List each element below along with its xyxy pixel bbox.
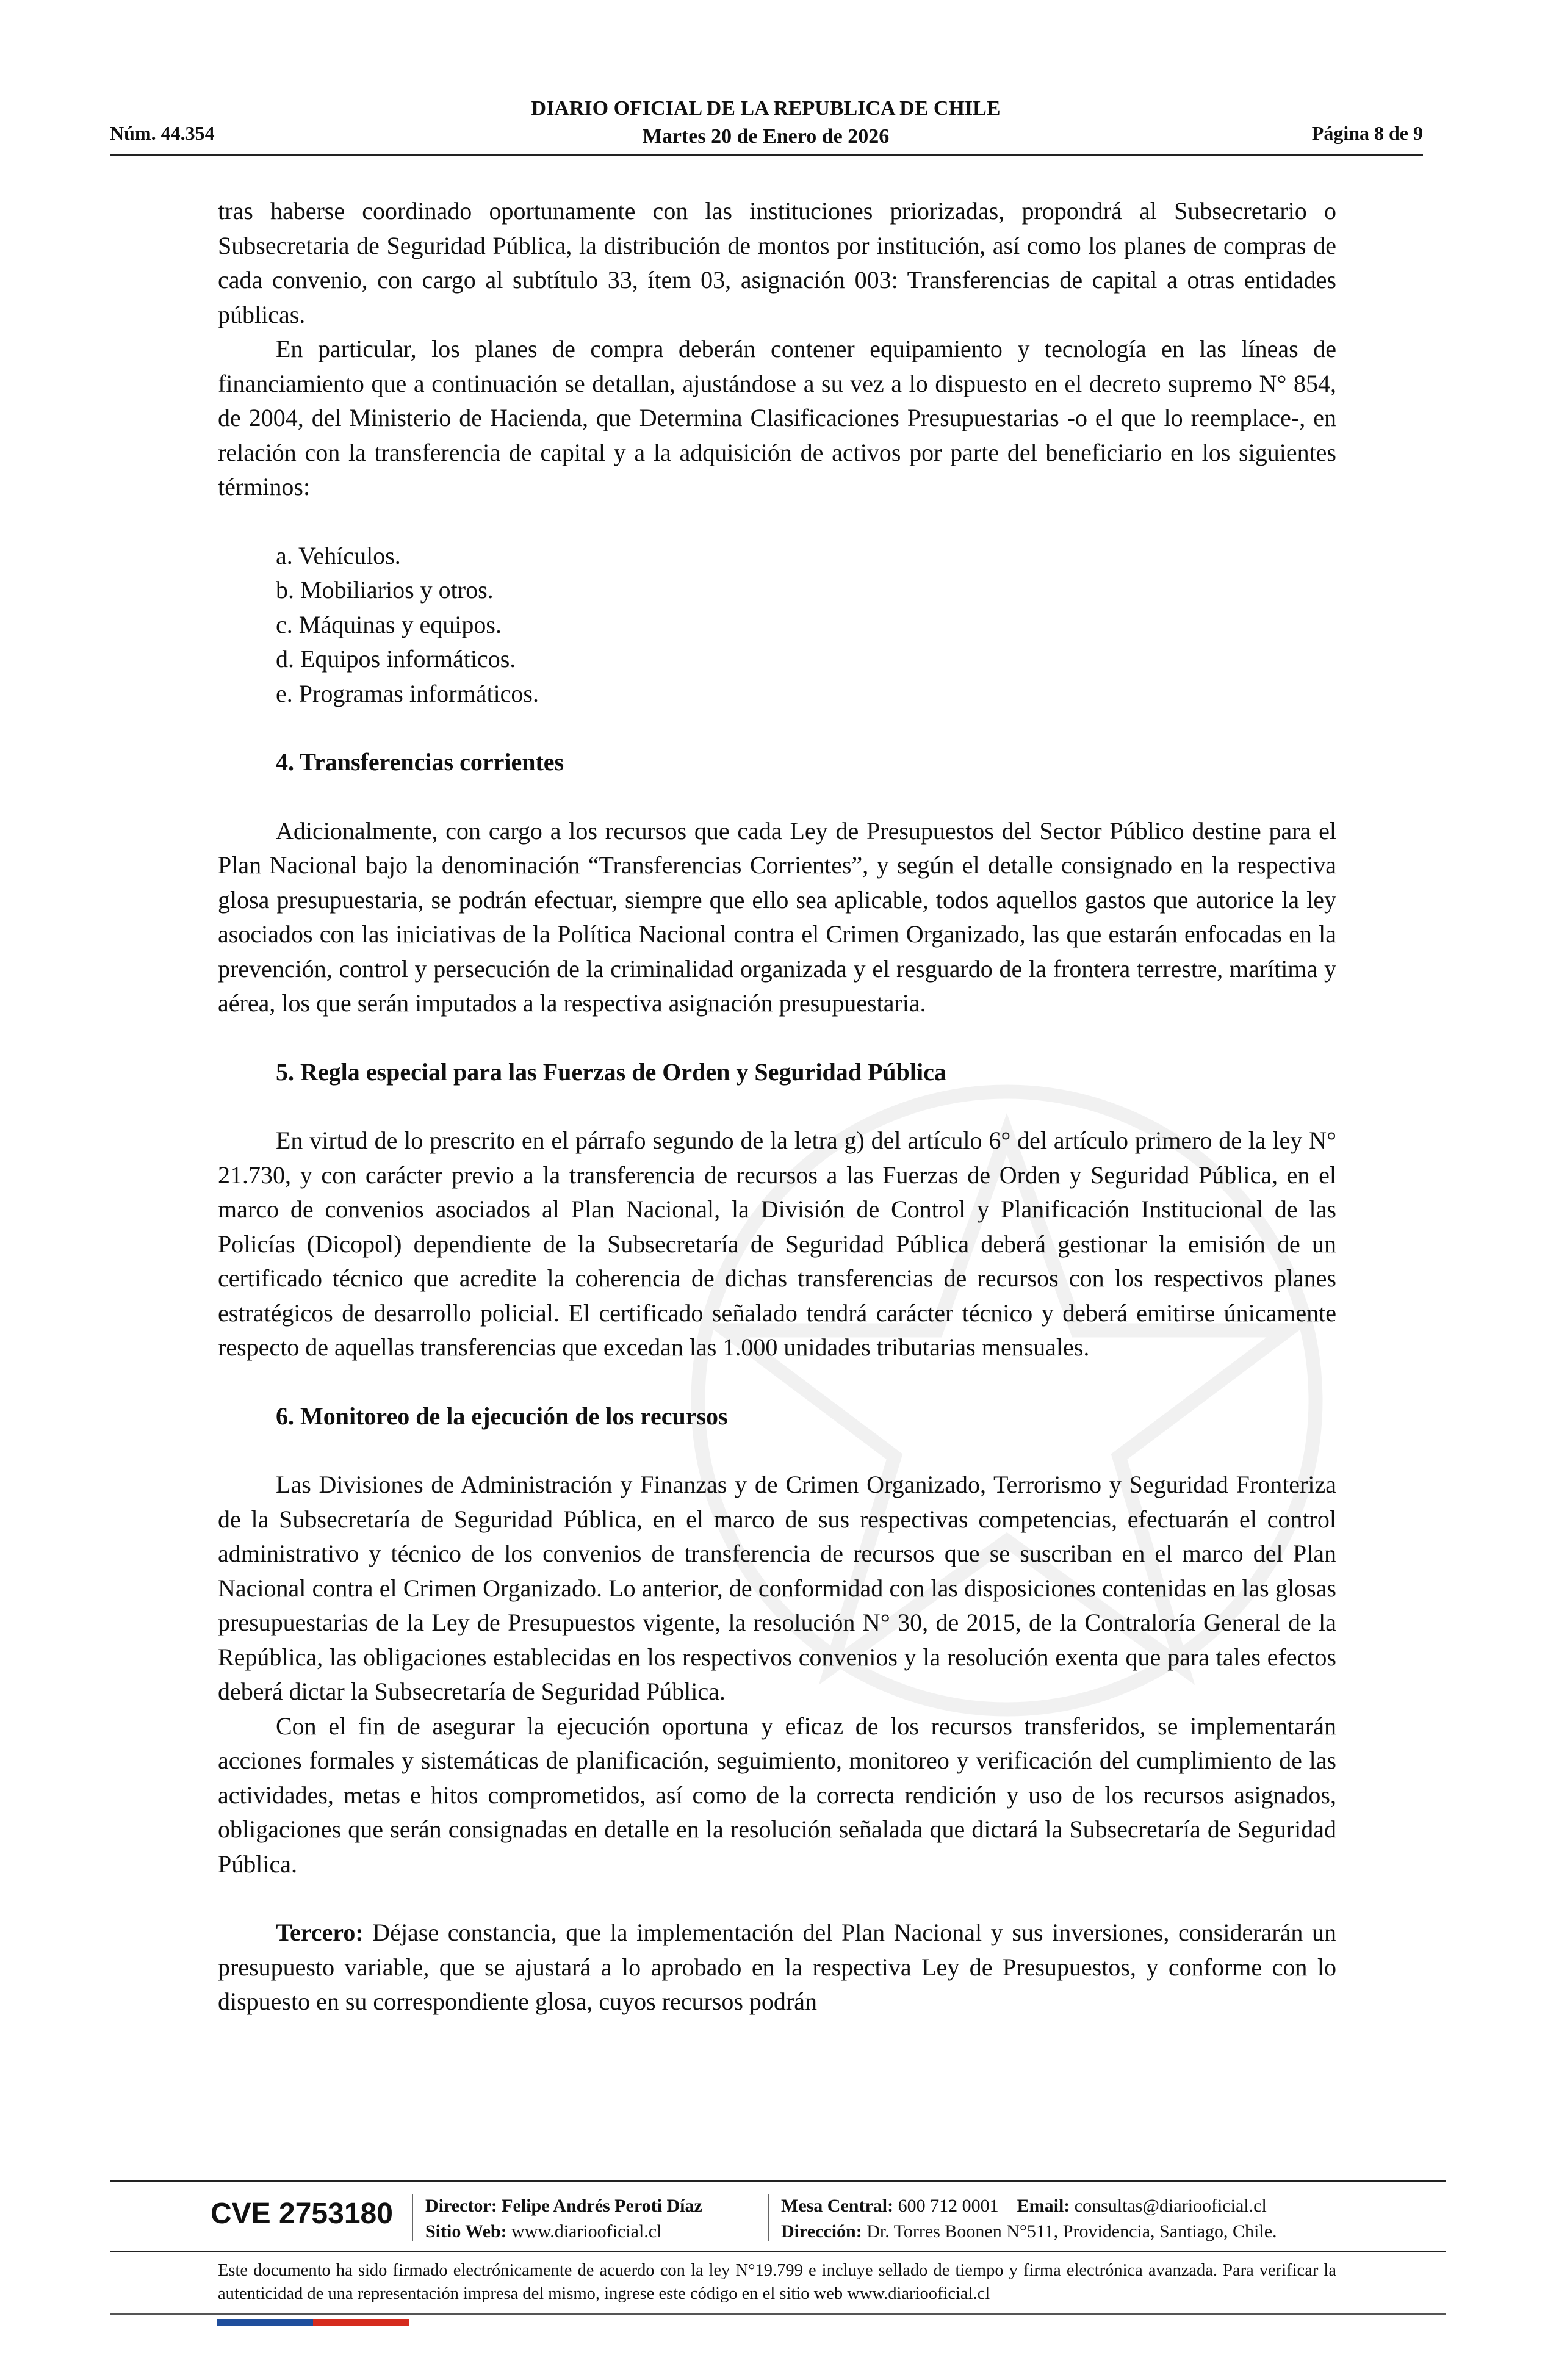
issue-date: Martes 20 de Enero de 2026 xyxy=(642,125,890,148)
email-link[interactable]: consultas@diariooficial.cl xyxy=(1074,2196,1267,2216)
section-heading-6: 6. Monitoreo de la ejecución de los recursos xyxy=(276,1402,728,1430)
paragraph-purchase-plans: En particular, los planes de compra deberán contener equipamiento y tecnología en las líneas de financiamiento que a continuación se detallan, ajustándose a su vez a lo dispuesto en el decreto supremo N° 854, de 2004, del Ministerio de Hacienda, que Determina Clasificaciones Presupuestarias -o el que lo reemplace-, en relación con la transferencia de capital y a la adquisición de activos por parte del beneficiario en los siguientes términos: xyxy=(218,335,1336,500)
page-indicator: Página 8 de 9 xyxy=(1311,122,1423,144)
footer-divider-middle xyxy=(110,2251,1446,2252)
cve-code: CVE 2753180 xyxy=(211,2198,393,2230)
issue-number: Núm. 44.354 xyxy=(110,122,215,144)
footer-separator xyxy=(412,2194,413,2241)
chilean-flag-stripe xyxy=(217,2319,409,2326)
flag-blue-segment xyxy=(217,2319,313,2326)
paragraph-monitoring: Las Divisiones de Administración y Finanzas y de Crimen Organizado, Terrorismo y Seguridad Fronteriza de la Subsecretaría de Seguridad Pública, en el marco de sus respectivas competencias, efectuarán el control administrativo y técnico de los convenios de transferencia de recursos que se suscriban en el marco del Plan Nacional contra el Crimen Organizado. Lo anterior, de conformidad con las disposiciones contenidas en las glosas presupuestarias de la Ley de Presupuestos vigente, la resolución N° 30, de 2015, de la Contraloría General de la República, las obligaciones establecidas en los respectivos convenios y la resolución exenta que para tales efectos deberá dictar la Subsecretaría de Seguridad Pública. xyxy=(218,1471,1336,1705)
email-label: Email: xyxy=(1017,2196,1070,2216)
flag-red-segment xyxy=(313,2319,409,2326)
footer-separator xyxy=(768,2194,769,2241)
footer-divider-bottom xyxy=(110,2313,1446,2315)
mesa-phone: 600 712 0001 xyxy=(898,2196,999,2216)
document-body xyxy=(218,194,1336,2019)
tercero-text: Déjase constancia, que la implementación del Plan Nacional y sus inversiones, considerarán un presupuesto variable, que se ajustará a lo aprobado en la respectiva Ley de Presupuestos, y conforme con lo dispuesto en su correspondiente glosa, cuyos recursos podrán xyxy=(218,1919,1336,2015)
newspaper-title: DIARIO OFICIAL DE LA REPUBLICA DE CHILE xyxy=(531,97,1001,120)
mesa-label: Mesa Central: xyxy=(781,2196,894,2216)
paragraph-continuation: tras haberse coordinado oportunamente con las instituciones priorizadas, propondrá al Subsecretario o Subsecretaria de Seguridad Pública, la distribución de montos por institución, así como los planes de compras de cada convenio, con cargo al subtítulo 33, ítem 03, asignación 003: Transferencias de capital a otras entidades públicas. xyxy=(218,197,1336,328)
signature-notice: Este documento ha sido firmado electrónicamente de acuerdo con la ley N°19.799 e incluye sellado de tiempo y firma electrónica avanzada. Para verificar la autenticidad de una representación impresa del mismo, ingrese este código en el sitio web www.diariooficial.cl xyxy=(218,2261,1336,2303)
list-item: e. Programas informáticos. xyxy=(276,679,539,707)
paragraph-tercero xyxy=(218,1916,1336,2019)
list-item: b. Mobiliarios y otros. xyxy=(276,576,494,604)
header-divider xyxy=(110,154,1423,156)
address-value: Dr. Torres Boonen N°511, Providencia, Santiago, Chile. xyxy=(866,2221,1277,2241)
list-item: d. Equipos informáticos. xyxy=(276,645,516,673)
footer-divider-top xyxy=(110,2180,1446,2182)
paragraph-special-rule: En virtud de lo prescrito en el párrafo segundo de la letra g) del artículo 6° del artículo primero de la ley N° 21.730, y con carácter previo a la transferencia de recursos a las Fuerzas de Orden y Seguridad Pública, en el marco de convenios asociados al Plan Nacional, la División de Control y Planificación Institucional de las Policías (Dicopol) dependiente de la Subsecretaría de Seguridad Pública deberá gestionar la emisión de un certificado técnico que acredite la coherencia de dichas transferencias de recursos con los respectivos planes estratégicos de desarrollo policial. El certificado señalado tendrá carácter técnico y deberá emitirse únicamente respecto de aquellas transferencias que excedan las 1.000 unidades tributarias mensuales. xyxy=(218,1127,1336,1361)
masthead xyxy=(0,95,1532,151)
paragraph-execution: Con el fin de asegurar la ejecución oportuna y eficaz de los recursos transferidos, se implementarán acciones formales y sistemáticas de planificación, seguimiento, monitoreo y verificación del cumplimiento de las actividades, metas e hitos comprometidos, así como de la correcta rendición y uso de los recursos asignados, obligaciones que serán consignadas en detalle en la resolución señalada que dictará la Subsecretaría de Seguridad Pública. xyxy=(218,1712,1336,1878)
tercero-label: Tercero: xyxy=(276,1919,364,1946)
list-item: c. Máquinas y equipos. xyxy=(276,610,502,638)
footer-contact-block xyxy=(781,2193,1277,2245)
section-heading-5: 5. Regla especial para las Fuerzas de Orden y Seguridad Pública xyxy=(276,1058,946,1086)
footer-director-block xyxy=(425,2193,702,2245)
website-link[interactable]: www.diariooficial.cl xyxy=(511,2221,662,2241)
paragraph-current-transfers: Adicionalmente, con cargo a los recursos que cada Ley de Presupuestos del Sector Público destine para el Plan Nacional bajo la denominación “Transferencias Corrientes”, y según el detalle consignado en la respectiva glosa presupuestaria, se podrán efectuar, siempre que ello sea aplicable, todos aquellos gastos que autorice la ley asociados con las iniciativas de la Política Nacional contra el Crimen Organizado, las que estarán enfocadas en la prevención, control y persecución de la criminalidad organizada y el resguardo de la frontera terrestre, marítima y aérea, los que serán imputados a la respectiva asignación presupuestaria. xyxy=(218,817,1336,1017)
section-heading-4: 4. Transferencias corrientes xyxy=(276,748,564,776)
website-label: Sitio Web: xyxy=(425,2221,507,2241)
address-label: Dirección: xyxy=(781,2221,862,2241)
list-item: a. Vehículos. xyxy=(276,541,401,569)
director-label: Director: xyxy=(425,2196,497,2216)
director-name: Felipe Andrés Peroti Díaz xyxy=(502,2196,702,2216)
